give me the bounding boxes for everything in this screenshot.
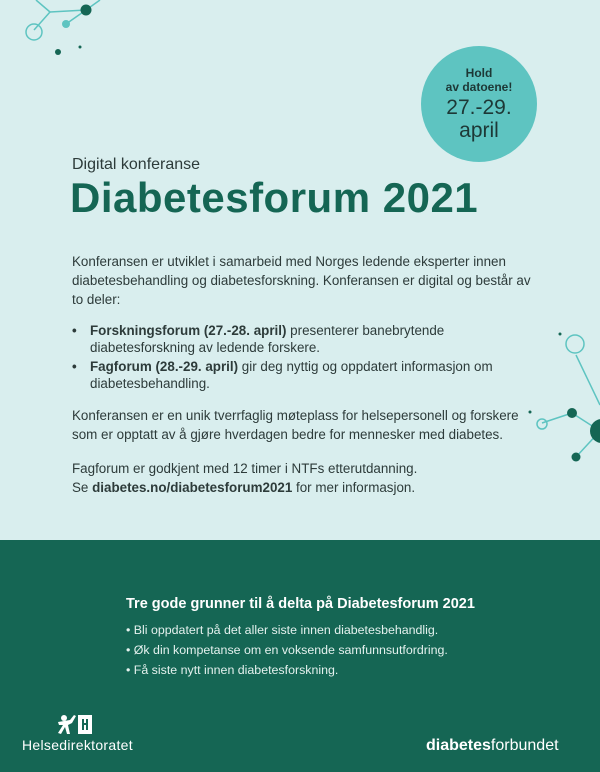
description-paragraph: Konferansen er en unik tverrfaglig møteplass for helsepersonell og forskere som er opptatt av å gjøre hverdagen bedre for mennesker med diabetes. [72, 408, 519, 442]
bullet-dot: • [72, 323, 77, 338]
reason-item: • Øk din kompetanse om en voksende samfunnsutfordring. [126, 643, 448, 657]
list-item [72, 322, 542, 356]
list-item [72, 358, 542, 392]
helsedirektoratet-name: Helsedirektoratet [22, 737, 133, 753]
helsedirektoratet-emblem-icon [56, 712, 96, 736]
badge-dates: 27.-29. [446, 96, 512, 119]
intro-paragraph: Konferansen er utviklet i samarbeid med Norges ledende eksperter innen diabetesbehandling og diabetesforskning. Konferansen er digital og består av to deler: [72, 254, 531, 307]
reasons-heading: Tre gode grunner til å delta på Diabetesforum 2021 [126, 596, 475, 612]
bullet-dot: • [72, 359, 77, 374]
logo-bold-part: diabetes [426, 737, 491, 754]
part-title: Forskningsforum (27.-28. april) [90, 323, 287, 338]
reason-item: • Bli oppdatert på det aller siste innen diabetesbehandlig. [126, 623, 439, 637]
part-text: presenterer banebrytende diabetesforskning av ledende forskere. [90, 323, 445, 355]
info-suffix: for mer informasjon. [292, 480, 416, 495]
badge-line2: av datoene! [445, 80, 513, 94]
part-title: Fagforum (28.-29. april) [90, 359, 239, 374]
info-line [72, 478, 542, 497]
page-title: Diabetesforum 2021 [70, 174, 479, 221]
reason-item: • Få siste nytt innen diabetesforskning. [126, 663, 339, 677]
reasons-section [126, 596, 546, 680]
approval-line: Fagforum er godkjent med 12 timer i NTFs etterutdanning. [72, 461, 418, 476]
badge-month: april [459, 119, 499, 142]
approval-paragraph [72, 459, 542, 497]
parts-list [72, 322, 542, 394]
website-link[interactable]: diabetes.no/diabetesforum2021 [92, 480, 293, 495]
info-prefix: Se [72, 480, 93, 495]
badge-line1: Hold [465, 66, 493, 80]
part-text: gir deg nyttig og oppdatert informasjon om diabetesbehandling. [90, 359, 493, 391]
molecule-decoration-top-left [0, 0, 110, 60]
page-subtitle: Digital konferanse [72, 156, 201, 173]
diabetesforbundet-logo [426, 737, 559, 755]
logo-rest-part: forbundet [490, 737, 559, 754]
save-the-date-badge [421, 46, 537, 162]
